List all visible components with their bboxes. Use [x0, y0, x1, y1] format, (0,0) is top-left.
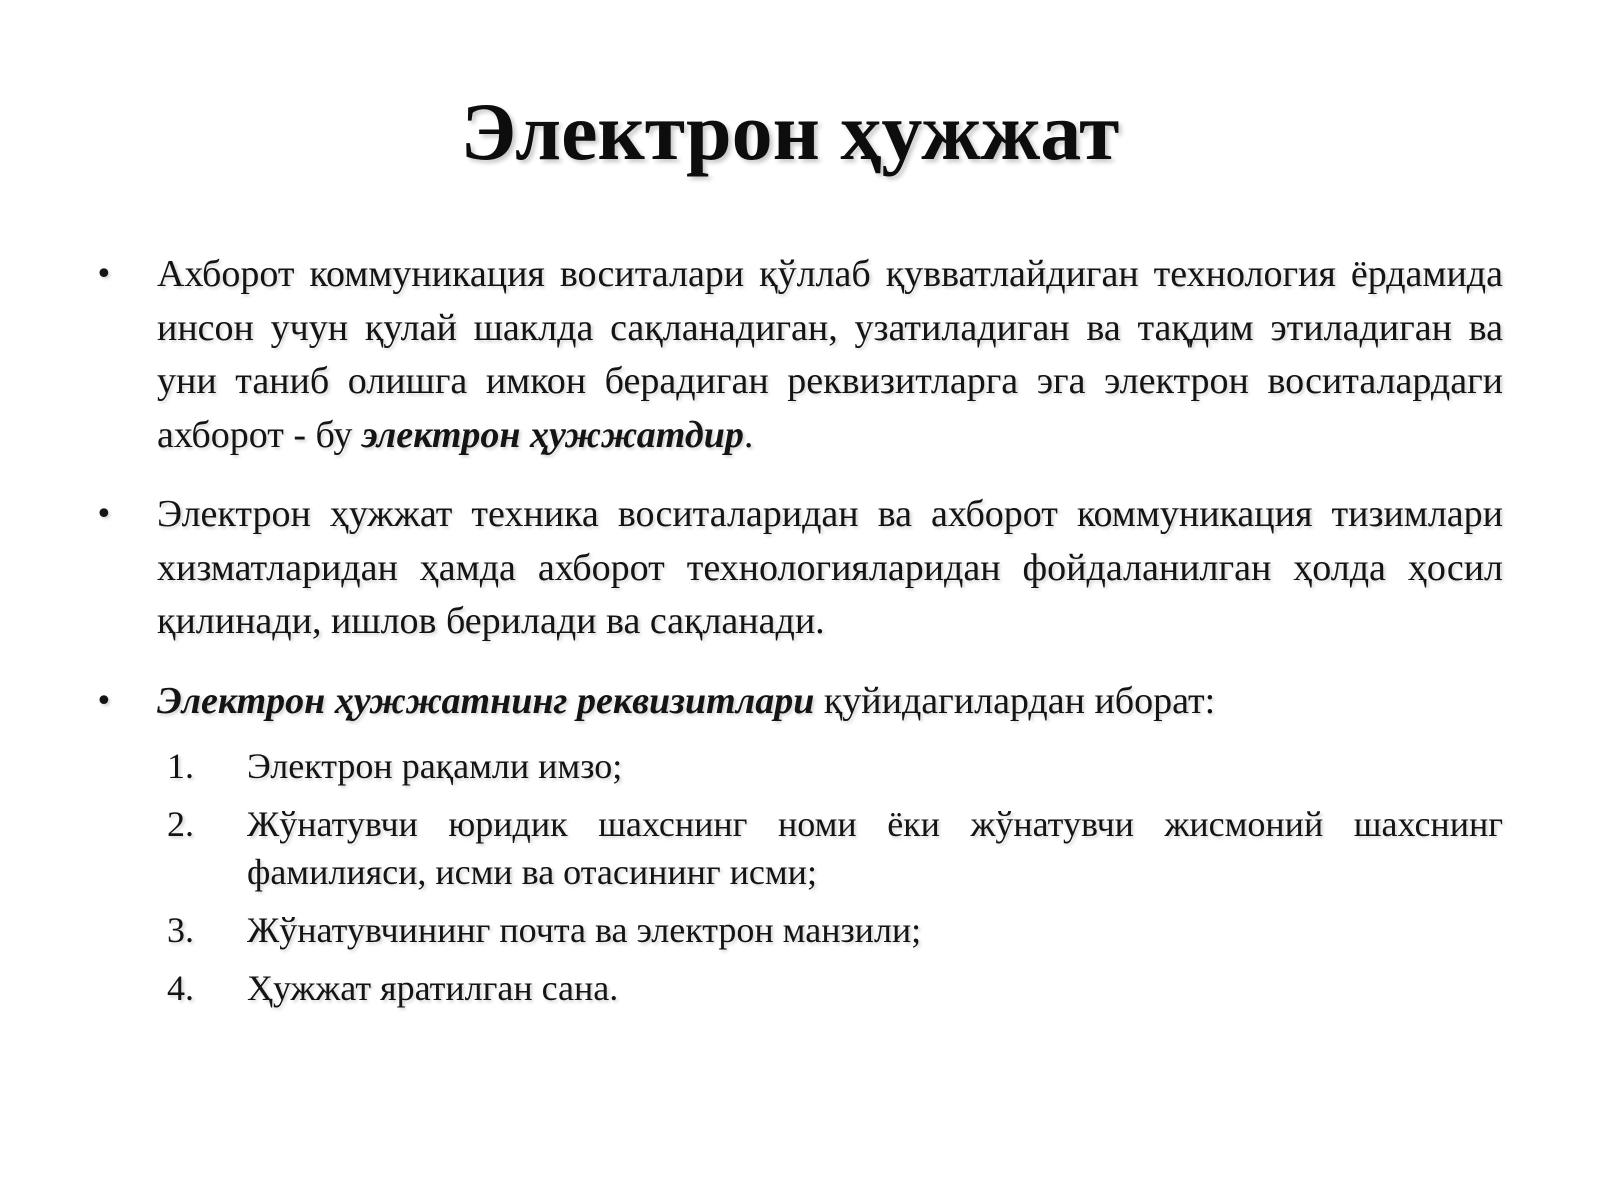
bullet-text: қуйидагилардан иборат:: [814, 679, 1216, 722]
bullet-item-3: [95, 675, 1503, 729]
item-number: 3.: [167, 910, 194, 950]
item-text: Жўнатувчининг почта ва электрон манзили;: [247, 910, 922, 950]
item-text: Электрон рақамли имзо;: [247, 746, 623, 786]
item-text: Ҳужжат яратилган сана.: [247, 968, 619, 1008]
numbered-item-1: [95, 742, 1503, 790]
bullet-item-1: [95, 248, 1503, 462]
bullet-icon: •: [95, 257, 113, 292]
item-number: 1.: [167, 746, 194, 786]
numbered-list: [95, 742, 1503, 1012]
item-number: 2.: [167, 804, 194, 844]
bullet-icon: •: [95, 497, 113, 532]
numbered-item-2: [95, 800, 1503, 896]
numbered-item-4: [95, 964, 1503, 1012]
slide-content: [95, 248, 1503, 1022]
item-number: 4.: [167, 968, 194, 1008]
bullet-item-2: [95, 488, 1503, 649]
bullet-icon: •: [95, 683, 113, 719]
item-text: Жўнатувчи юридик шахснинг номи ёки жўнатувчи жисмоний шахснинг фамилияси, исми ва отасининг исми;: [247, 804, 1503, 892]
bullet-tail: .: [743, 413, 754, 456]
numbered-item-3: [95, 906, 1503, 954]
bullet-text: Электрон ҳужжат техника воситаларидан ва ахборот коммуникация тизимлари хизматларидан ҳамда ахборот технологияларидан фойдаланилган ҳолда ҳосил қилинади, ишлов берилади ва сақланади.: [157, 493, 1503, 642]
bullet-emphasis: Электрон ҳужжатнинг реквизитлари: [157, 679, 815, 722]
bullet-emphasis: электрон ҳужжатдир: [361, 413, 744, 456]
bullet-text: Ахборот коммуникация воситалари қўллаб қувватлайдиган технология ёрдамида инсон учун қулай шаклда сақланадиган, узатиладиган ва тақдим этиладиган ва уни таниб олишга имкон берадиган реквизитларга эга электрон воситалардаги ахборот - бу: [157, 253, 1503, 456]
slide-title: Электрон ҳужжат: [460, 86, 1120, 177]
